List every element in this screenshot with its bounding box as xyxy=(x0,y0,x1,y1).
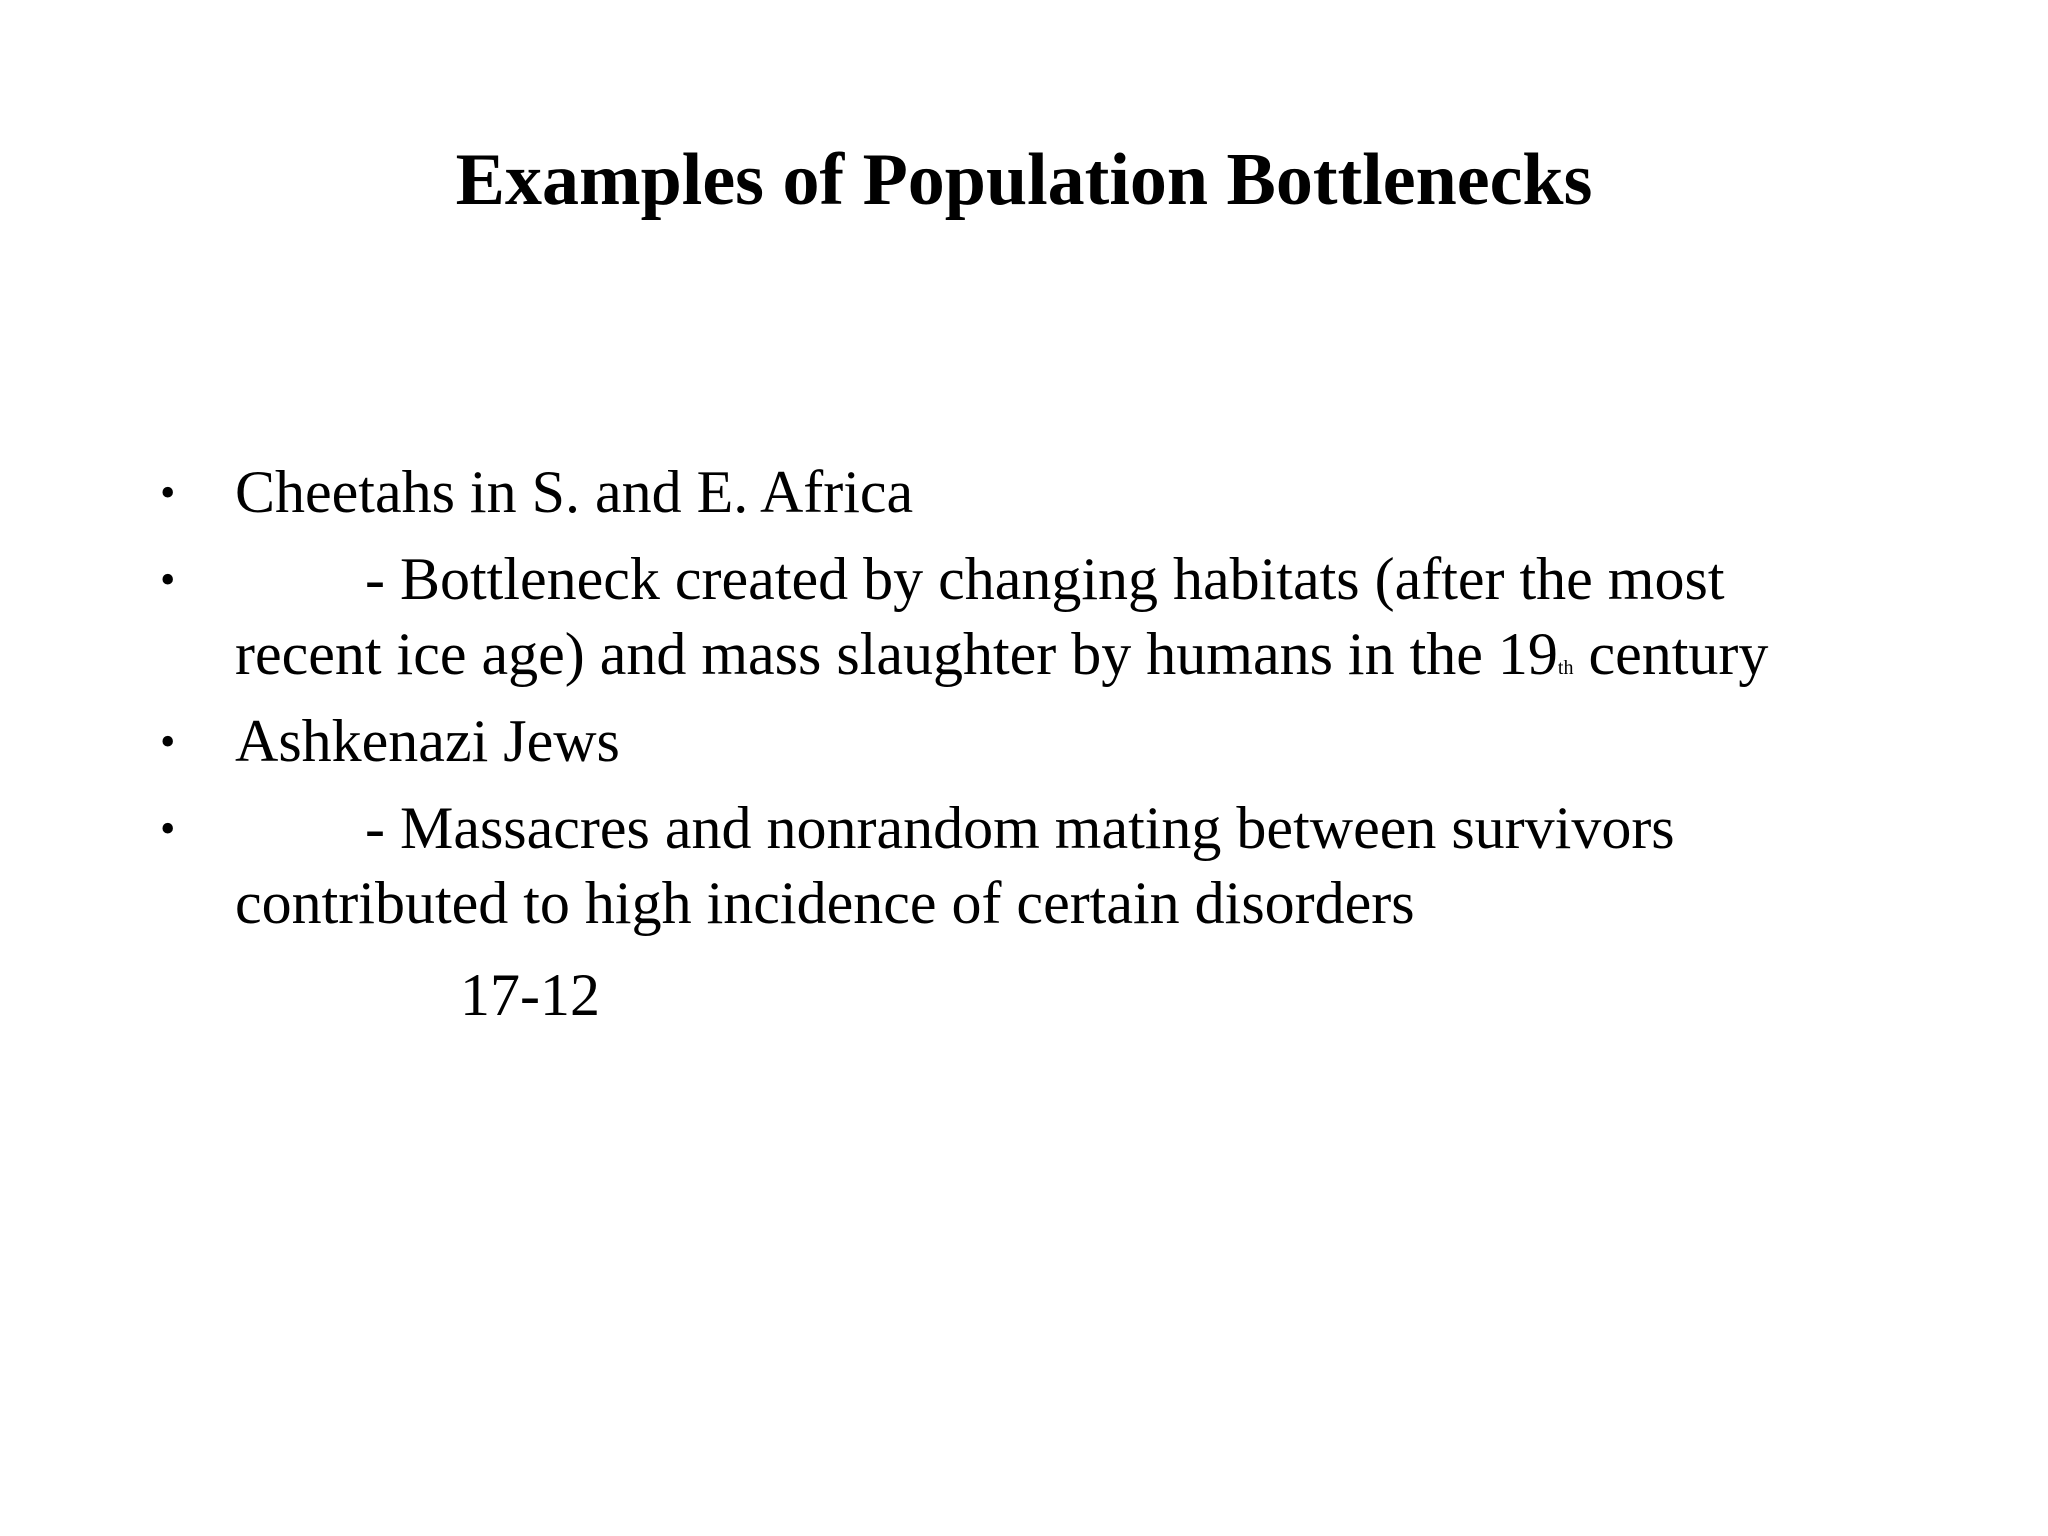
bullet-text: Cheetahs in S. and E. Africa xyxy=(235,459,914,525)
bullet-item-ashkenazi-bottleneck xyxy=(160,791,2020,941)
bullet-icon: • xyxy=(160,804,176,853)
ordinal-superscript: th xyxy=(1557,657,1574,679)
bullet-text-line-2-end: century xyxy=(1573,621,1769,687)
bullet-item-cheetahs xyxy=(160,455,2020,530)
bullet-text-line-1: - Massacres and nonrandom mating between survivors xyxy=(365,795,1675,861)
bullet-list xyxy=(160,455,2020,953)
bullet-item-cheetah-bottleneck xyxy=(160,542,2020,692)
bullet-icon: • xyxy=(160,468,176,517)
bullet-text-line-2: contributed to high incidence of certain disorders xyxy=(235,870,1415,936)
page-number: 17-12 xyxy=(460,962,600,1028)
bullet-text-line-1: - Bottleneck created by changing habitats (after the most xyxy=(365,546,1725,612)
bullet-text: Ashkenazi Jews xyxy=(235,708,620,774)
slide-title: Examples of Population Bottlenecks xyxy=(455,139,1593,221)
bullet-icon: • xyxy=(160,717,176,766)
bullet-text-line-2: recent ice age) and mass slaughter by humans in the 19 xyxy=(235,621,1558,687)
bullet-icon: • xyxy=(160,555,176,604)
bullet-item-ashkenazi xyxy=(160,704,2020,779)
